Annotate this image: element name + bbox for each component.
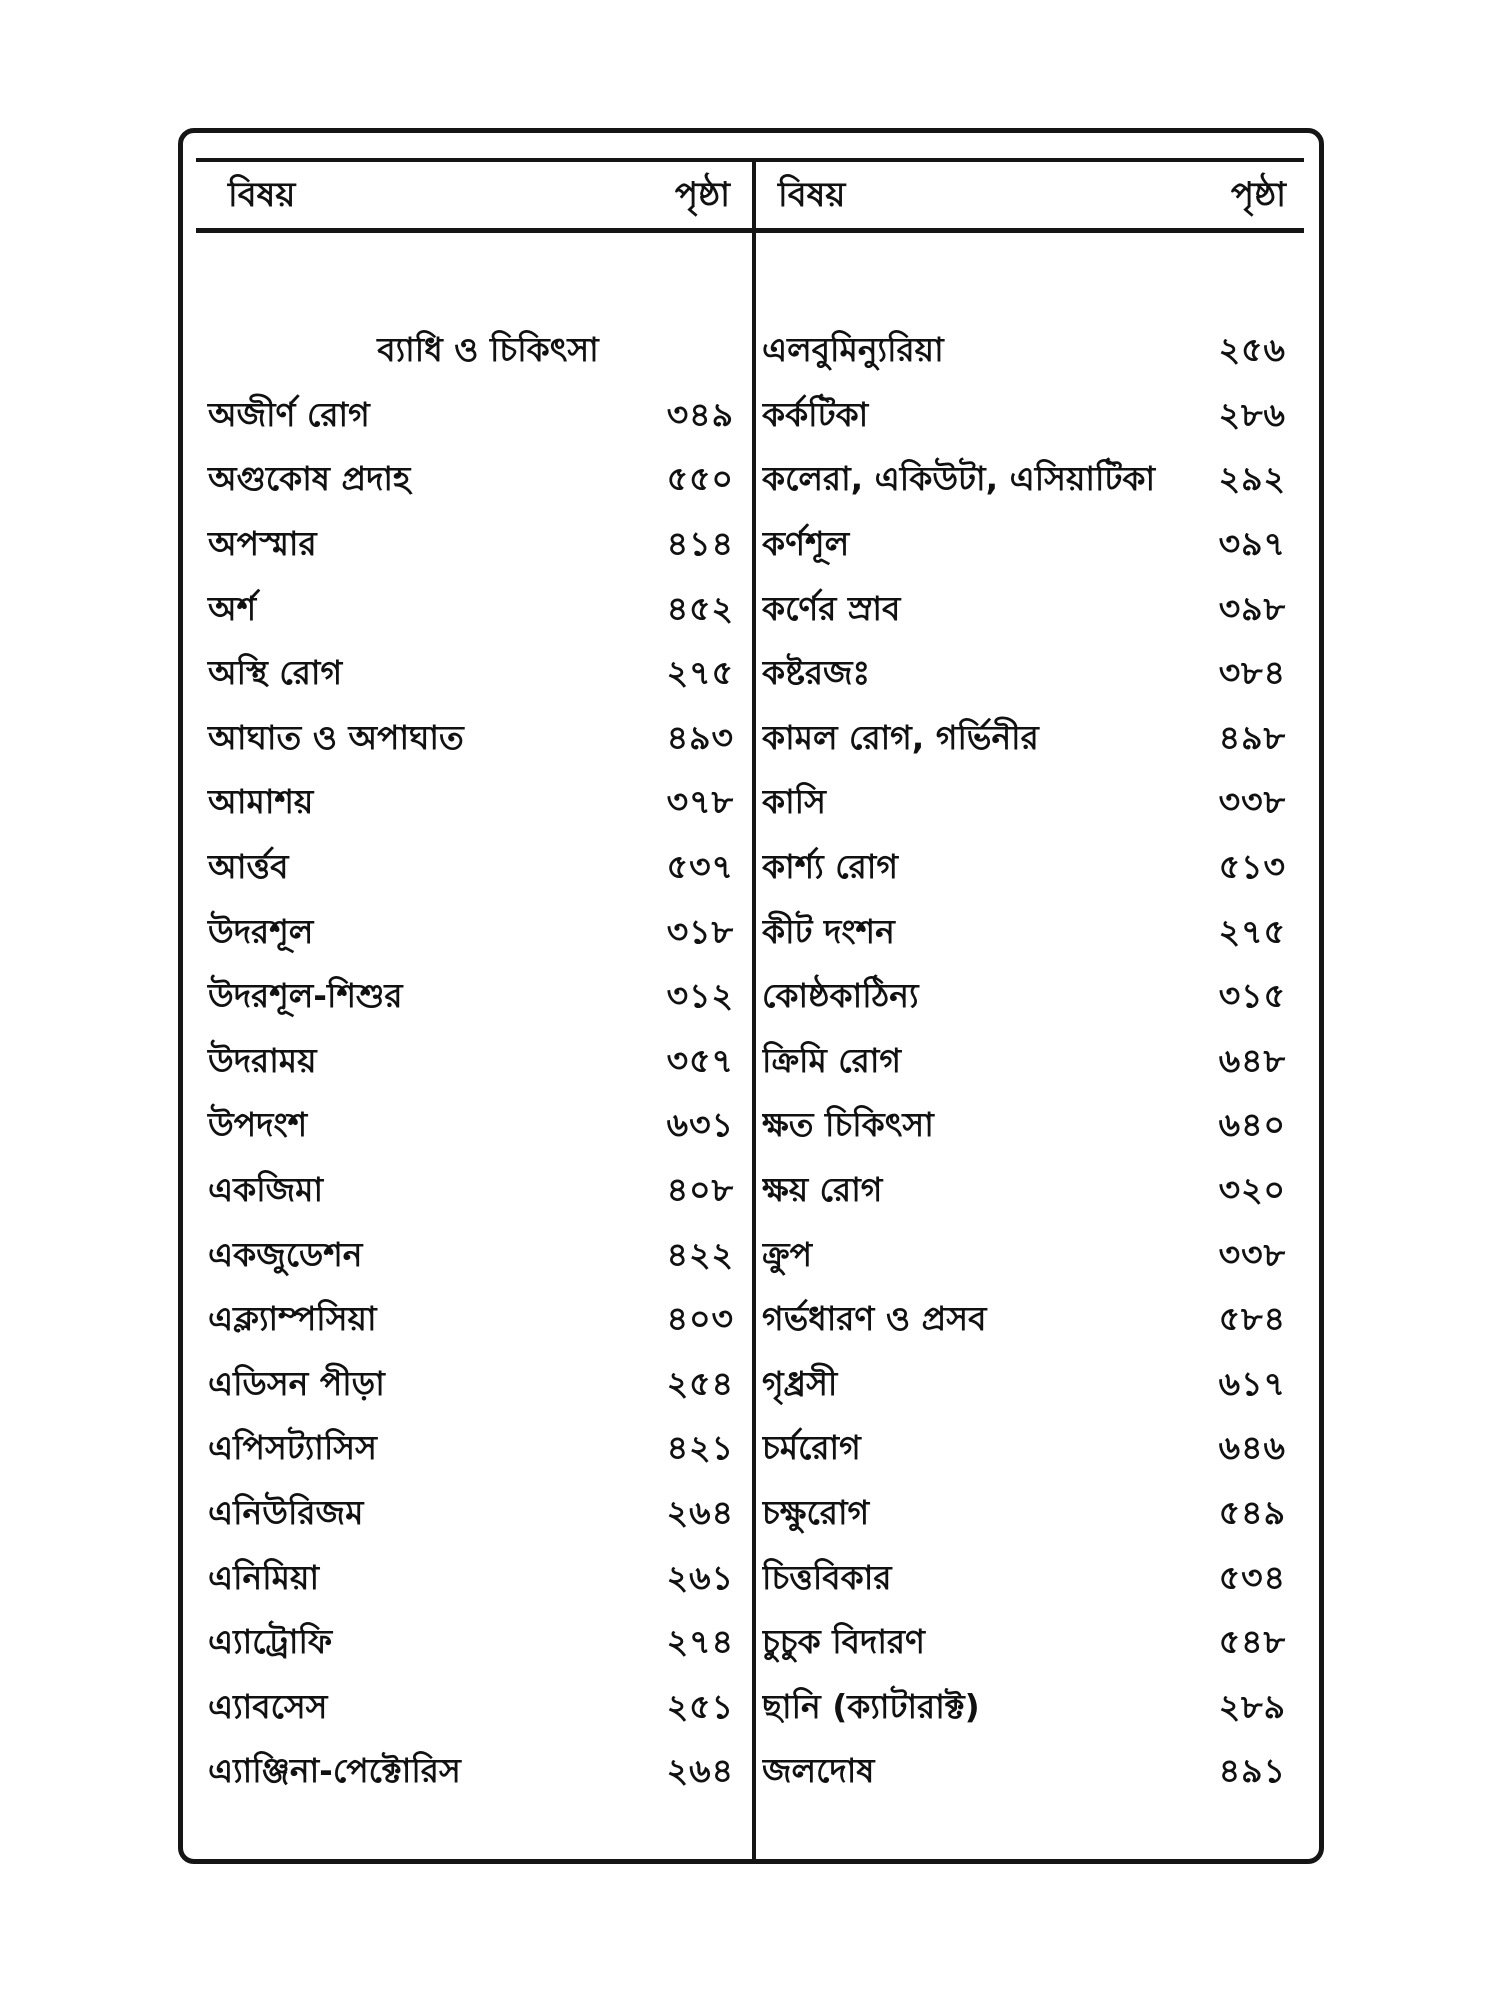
entry-page-number: ৬৩১: [666, 1105, 734, 1145]
entry-subject: ক্ষয় রোগ: [762, 1170, 883, 1210]
section-title: ব্যাধি ও চিকিৎসা: [377, 330, 599, 370]
entry-subject: আর্ত্তব: [208, 847, 289, 887]
index-entry: [762, 708, 1302, 773]
entry-page-number: ৩৯৭: [1218, 524, 1286, 564]
index-entry: [762, 1095, 1302, 1160]
entry-subject: কর্কটিকা: [762, 394, 869, 434]
entry-page-number: ২৬১: [666, 1557, 734, 1597]
index-entry: [762, 1289, 1302, 1354]
entry-page-number: ৫৪৮: [1218, 1622, 1286, 1662]
entry-subject: এক্ল্যাম্পসিয়া: [208, 1299, 377, 1339]
entry-page-number: ২৮৯: [1218, 1686, 1286, 1726]
entry-subject: আমাশয়: [208, 782, 314, 822]
header-subject-right: বিষয়: [778, 175, 846, 215]
entry-subject: অপস্মার: [208, 524, 317, 564]
index-entry: [196, 1676, 740, 1741]
entry-subject: চিত্তবিকার: [762, 1557, 892, 1597]
entry-subject: এপিসট্যাসিস: [208, 1428, 377, 1468]
entry-page-number: ৫৩৪: [1218, 1557, 1286, 1597]
entry-page-number: ৫৪৯: [1218, 1492, 1286, 1532]
entry-subject: চুচুক বিদারণ: [762, 1622, 926, 1662]
index-entry: [196, 966, 740, 1031]
entry-page-number: ২৭৪: [666, 1622, 734, 1662]
header-page-left: পৃষ্ঠা: [674, 175, 730, 215]
header-rule: [196, 228, 1304, 233]
entry-page-number: ৫১৩: [1218, 847, 1286, 887]
entry-subject: এ্যাট্রোফি: [208, 1622, 333, 1662]
entry-subject: এনিমিয়া: [208, 1557, 320, 1597]
entry-page-number: ৬৪৮: [1218, 1040, 1286, 1080]
index-entry: [196, 643, 740, 708]
index-entry: [762, 772, 1302, 837]
entry-page-number: ৬৪৬: [1218, 1428, 1286, 1468]
index-entry: [762, 449, 1302, 514]
entry-page-number: ৩১৮: [666, 911, 734, 951]
index-entry: [196, 772, 740, 837]
entry-subject: চর্মরোগ: [762, 1428, 861, 1468]
index-entry: [196, 901, 740, 966]
entry-page-number: ২৭৫: [1218, 911, 1286, 951]
header-subject-left: বিষয়: [228, 175, 296, 215]
entry-subject: আঘাত ও অপাঘাত: [208, 717, 464, 757]
index-entry: [762, 1224, 1302, 1289]
entry-page-number: ৩১৫: [1218, 976, 1286, 1016]
entry-subject: এনিউরিজম: [208, 1492, 364, 1532]
index-entry: [762, 1160, 1302, 1225]
entry-page-number: ৩৫৭: [666, 1040, 734, 1080]
entry-page-number: ২৮৬: [1218, 394, 1286, 434]
entry-page-number: ২৭৫: [666, 653, 734, 693]
entry-page-number: ২৫১: [666, 1686, 734, 1726]
entry-subject: গৃধ্রসী: [762, 1363, 838, 1403]
entry-page-number: ৪৯৩: [666, 717, 734, 757]
index-entry: [762, 1547, 1302, 1612]
entry-page-number: ৫৫০: [666, 459, 734, 499]
entry-subject: ক্রুপ: [762, 1234, 812, 1274]
entry-page-number: ২৬৪: [666, 1492, 734, 1532]
index-entry: [762, 643, 1302, 708]
section-title-row: [196, 320, 740, 385]
entry-subject: এডিসন পীড়া: [208, 1363, 385, 1403]
entry-page-number: ৩২০: [1218, 1170, 1286, 1210]
index-entry: [196, 1483, 740, 1548]
index-entry: [762, 1612, 1302, 1677]
index-entry: [196, 1289, 740, 1354]
entry-page-number: ৪২২: [666, 1234, 734, 1274]
entry-subject: এ্যাবসেস: [208, 1686, 328, 1726]
entry-subject: জলদোষ: [762, 1751, 875, 1791]
entry-subject: একজুডেশন: [208, 1234, 363, 1274]
entry-page-number: ৩১২: [666, 976, 734, 1016]
index-entry: [762, 901, 1302, 966]
index-entry: [762, 320, 1302, 385]
entry-page-number: ২৯২: [1218, 459, 1286, 499]
index-entry: [196, 1354, 740, 1419]
top-rule: [196, 158, 1304, 162]
entry-page-number: ৪২১: [666, 1428, 734, 1468]
index-entry: [762, 385, 1302, 450]
index-column-left: [196, 320, 740, 1806]
entry-subject: ছানি (ক্যাটারাক্ট): [762, 1686, 980, 1726]
entry-page-number: ২৫৬: [1218, 330, 1286, 370]
entry-page-number: ৩৭৮: [666, 782, 734, 822]
entry-page-number: ৩৪৯: [666, 394, 734, 434]
index-entry: [196, 1095, 740, 1160]
entry-subject: কর্ণশূল: [762, 524, 850, 564]
entry-subject: এ্যাঞ্জিনা-পেক্টোরিস: [208, 1751, 461, 1791]
index-entry: [196, 837, 740, 902]
entry-page-number: ৪০৮: [666, 1170, 734, 1210]
entry-page-number: ৪৯৮: [1218, 717, 1286, 757]
index-entry: [762, 966, 1302, 1031]
index-entry: [196, 1741, 740, 1806]
column-divider: [752, 158, 756, 1864]
entry-page-number: ২৬৪: [666, 1751, 734, 1791]
index-entry: [762, 1483, 1302, 1548]
index-column-right: [762, 320, 1302, 1806]
entry-page-number: ৬১৭: [1218, 1363, 1286, 1403]
entry-subject: কার্শ্য রোগ: [762, 847, 898, 887]
entry-subject: অস্থি রোগ: [208, 653, 343, 693]
entry-subject: চক্ষুরোগ: [762, 1492, 870, 1532]
index-entry: [196, 578, 740, 643]
entry-subject: উপদংশ: [208, 1105, 308, 1145]
index-entry: [762, 1418, 1302, 1483]
entry-page-number: ৬৪০: [1218, 1105, 1286, 1145]
index-entry: [762, 1354, 1302, 1419]
index-entry: [196, 385, 740, 450]
entry-subject: উদরশূল: [208, 911, 314, 951]
index-entry: [762, 1031, 1302, 1096]
entry-page-number: ৫৮৪: [1218, 1299, 1286, 1339]
entry-subject: কাসি: [762, 782, 826, 822]
entry-page-number: ৪৯১: [1218, 1751, 1286, 1791]
entry-page-number: ৩৯৮: [1218, 588, 1286, 628]
entry-page-number: ৪৫২: [666, 588, 734, 628]
entry-subject: ক্রিমি রোগ: [762, 1040, 902, 1080]
entry-page-number: ৪১৪: [666, 524, 734, 564]
index-entry: [196, 1031, 740, 1096]
index-entry: [196, 1612, 740, 1677]
index-entry: [196, 708, 740, 773]
entry-subject: ক্ষত চিকিৎসা: [762, 1105, 934, 1145]
index-entry: [762, 1741, 1302, 1806]
entry-subject: কলেরা, একিউটা, এসিয়াটিকা: [762, 459, 1156, 499]
index-entry: [196, 1160, 740, 1225]
entry-page-number: ২৫৪: [666, 1363, 734, 1403]
index-entry: [196, 514, 740, 579]
entry-page-number: ৩৩৮: [1218, 1234, 1286, 1274]
index-entry: [762, 514, 1302, 579]
entry-page-number: ৪০৩: [666, 1299, 734, 1339]
index-entry: [196, 1224, 740, 1289]
entry-page-number: ৫৩৭: [666, 847, 734, 887]
entry-subject: গর্ভধারণ ও প্রসব: [762, 1299, 987, 1339]
entry-subject: উদরাময়: [208, 1040, 317, 1080]
entry-page-number: ৩৩৮: [1218, 782, 1286, 822]
entry-subject: কামল রোগ, গর্ভিনীর: [762, 717, 1039, 757]
index-entry: [196, 1418, 740, 1483]
entry-subject: অগুকোষ প্রদাহ: [208, 459, 411, 499]
entry-subject: কর্ণের স্রাব: [762, 588, 901, 628]
entry-subject: কোষ্ঠকাঠিন্য: [762, 976, 919, 1016]
index-entry: [762, 578, 1302, 643]
entry-subject: কষ্টরজঃ: [762, 653, 871, 693]
index-entry: [196, 1547, 740, 1612]
index-entry: [196, 449, 740, 514]
entry-subject: অর্শ: [208, 588, 257, 628]
index-entry: [762, 1676, 1302, 1741]
index-entry: [762, 837, 1302, 902]
entry-page-number: ৩৮৪: [1218, 653, 1286, 693]
entry-subject: উদরশূল-শিশুর: [208, 976, 403, 1016]
entry-subject: অজীর্ণ রোগ: [208, 394, 370, 434]
entry-subject: একজিমা: [208, 1170, 324, 1210]
entry-subject: কীট দংশন: [762, 911, 895, 951]
entry-subject: এলবুমিন্যুরিয়া: [762, 330, 944, 370]
header-page-right: পৃষ্ঠা: [1230, 175, 1286, 215]
